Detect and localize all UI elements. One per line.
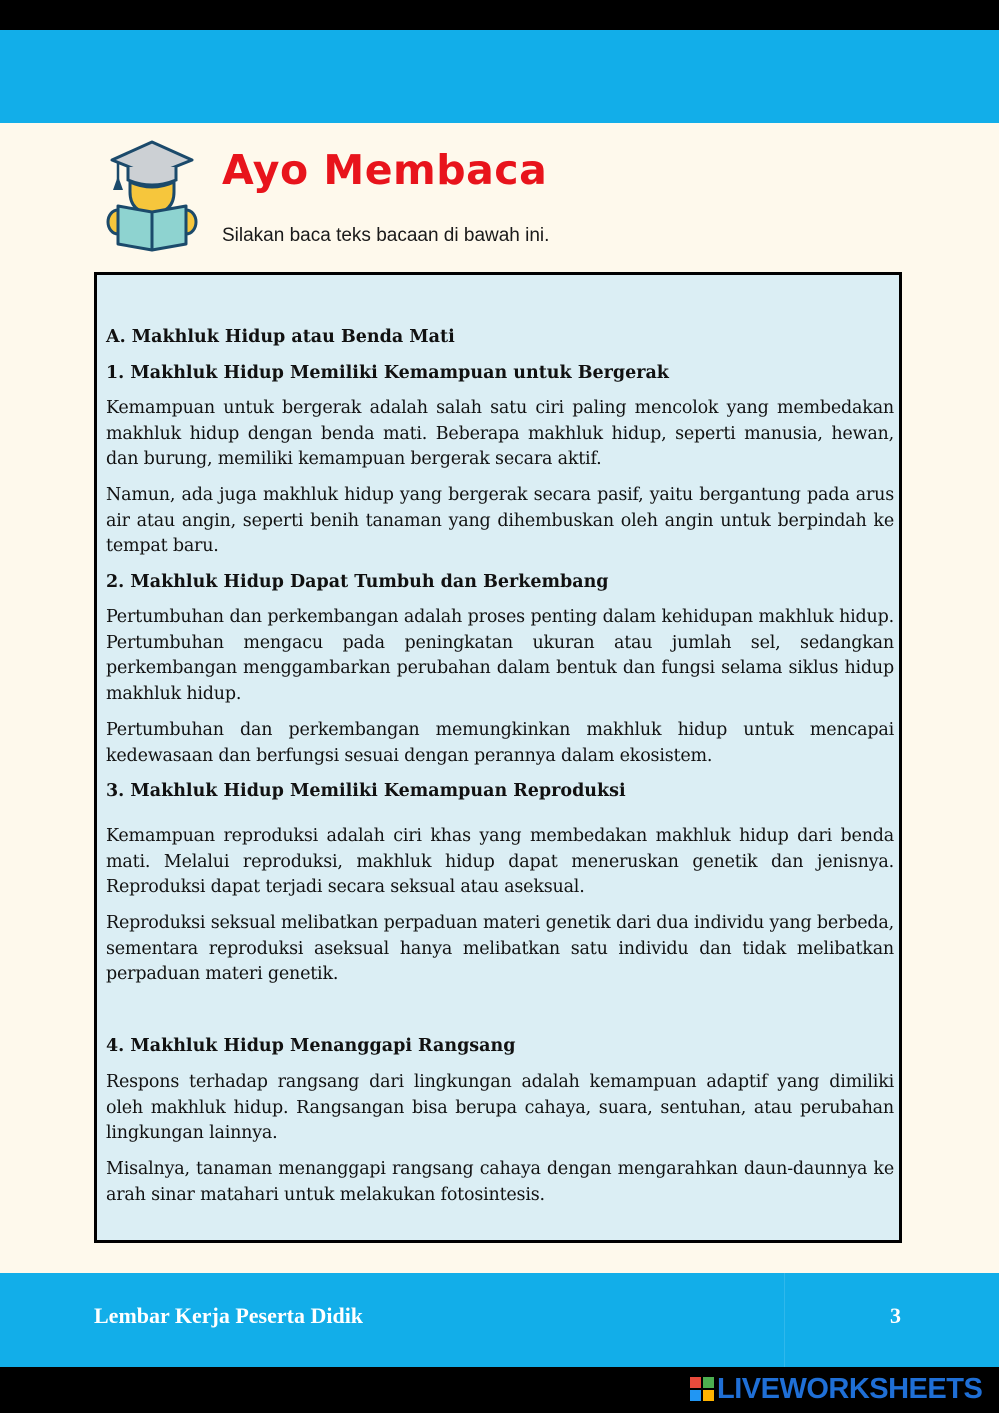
instruction-text: Silakan baca teks bacaan di bawah ini.	[222, 225, 550, 246]
paragraph: Pertumbuhan dan perkembangan adalah proses penting dalam kehidupan makhluk hidup. Pertumbuhan mengacu pada peningkatan ukuran atau jumlah sel, sedangkan perkembangan menggambarkan perubahan dalam bentuk dan fungsi selama siklus hidup makhluk hidup.	[106, 607, 894, 704]
section-1-paragraph-1	[106, 396, 894, 473]
paragraph: Kemampuan untuk bergerak adalah salah satu ciri paling mencolok yang membedakan makhluk hidup dengan benda mati. Beberapa makhluk hidup, seperti manusia, hewan, dan burung, memiliki kemampuan bergerak secara aktif.	[106, 398, 894, 469]
paragraph: Namun, ada juga makhluk hidup yang bergerak secara pasif, yaitu bergantung pada arus air atau angin, seperti benih tanaman yang dihembuskan oleh angin untuk berpindah ke tempat baru.	[106, 485, 894, 556]
section-1-paragraph-2	[106, 483, 894, 560]
section-2-heading: 2. Makhluk Hidup Dapat Tumbuh dan Berkembang	[106, 572, 609, 592]
paragraph: Pertumbuhan dan perkembangan memungkinkan makhluk hidup untuk mencapai kedewasaan dan berfungsi sesuai dengan perannya dalam ekosistem.	[106, 720, 894, 766]
paragraph: Respons terhadap rangsang dari lingkungan adalah kemampuan adaptif yang dimiliki oleh makhluk hidup. Rangsangan bisa berupa cahaya, suara, sentuhan, atau perubahan lingkungan lainnya.	[106, 1072, 894, 1143]
liveworksheets-logo-icon	[690, 1377, 714, 1401]
paragraph: Misalnya, tanaman menanggapi rangsang cahaya dengan mengarahkan daun-daunnya ke arah sinar matahari untuk melakukan fotosintesis.	[106, 1159, 894, 1205]
student-reading-icon	[104, 140, 200, 254]
top-blue-banner	[0, 30, 999, 123]
section-title: A. Makhluk Hidup atau Benda Mati	[106, 327, 455, 347]
page-title: Ayo Membaca	[222, 146, 548, 194]
section-3-heading: 3. Makhluk Hidup Memiliki Kemampuan Reproduksi	[106, 781, 626, 801]
paragraph: Kemampuan reproduksi adalah ciri khas yang membedakan makhluk hidup dari benda mati. Melalui reproduksi, makhluk hidup dapat meneruskan genetik dan jenisnya. Reproduksi dapat terjadi secara seksual atau aseksual.	[106, 826, 894, 897]
section-1	[106, 361, 894, 385]
reading-text-box	[94, 272, 902, 1243]
page-number: 3	[890, 1303, 901, 1328]
top-black-bar	[0, 0, 999, 30]
section-4-heading: 4. Makhluk Hidup Menanggapi Rangsang	[106, 1036, 516, 1056]
section-2-paragraph-1	[106, 605, 894, 707]
section-title-block	[106, 325, 894, 349]
section-3	[106, 779, 894, 803]
footer-title: Lembar Kerja Peserta Didik	[94, 1303, 364, 1328]
footer-divider	[784, 1273, 785, 1367]
liveworksheets-brand[interactable]	[690, 1374, 982, 1404]
brand-name: LIVEWORKSHEETS	[717, 1372, 983, 1405]
section-3-paragraph-2	[106, 911, 894, 988]
section-4-paragraph-1	[106, 1070, 894, 1147]
section-1-heading: 1. Makhluk Hidup Memiliki Kemampuan untuk Bergerak	[106, 363, 669, 383]
paragraph: Reproduksi seksual melibatkan perpaduan materi genetik dari dua individu yang berbeda, sementara reproduksi aseksual hanya melibatkan satu individu dan tidak melibatkan perpaduan materi genetik.	[106, 913, 894, 984]
section-4	[106, 1034, 894, 1058]
section-2-paragraph-2	[106, 718, 894, 769]
section-4-paragraph-2	[106, 1157, 894, 1208]
section-2	[106, 570, 894, 594]
section-3-paragraph-1	[106, 824, 894, 901]
